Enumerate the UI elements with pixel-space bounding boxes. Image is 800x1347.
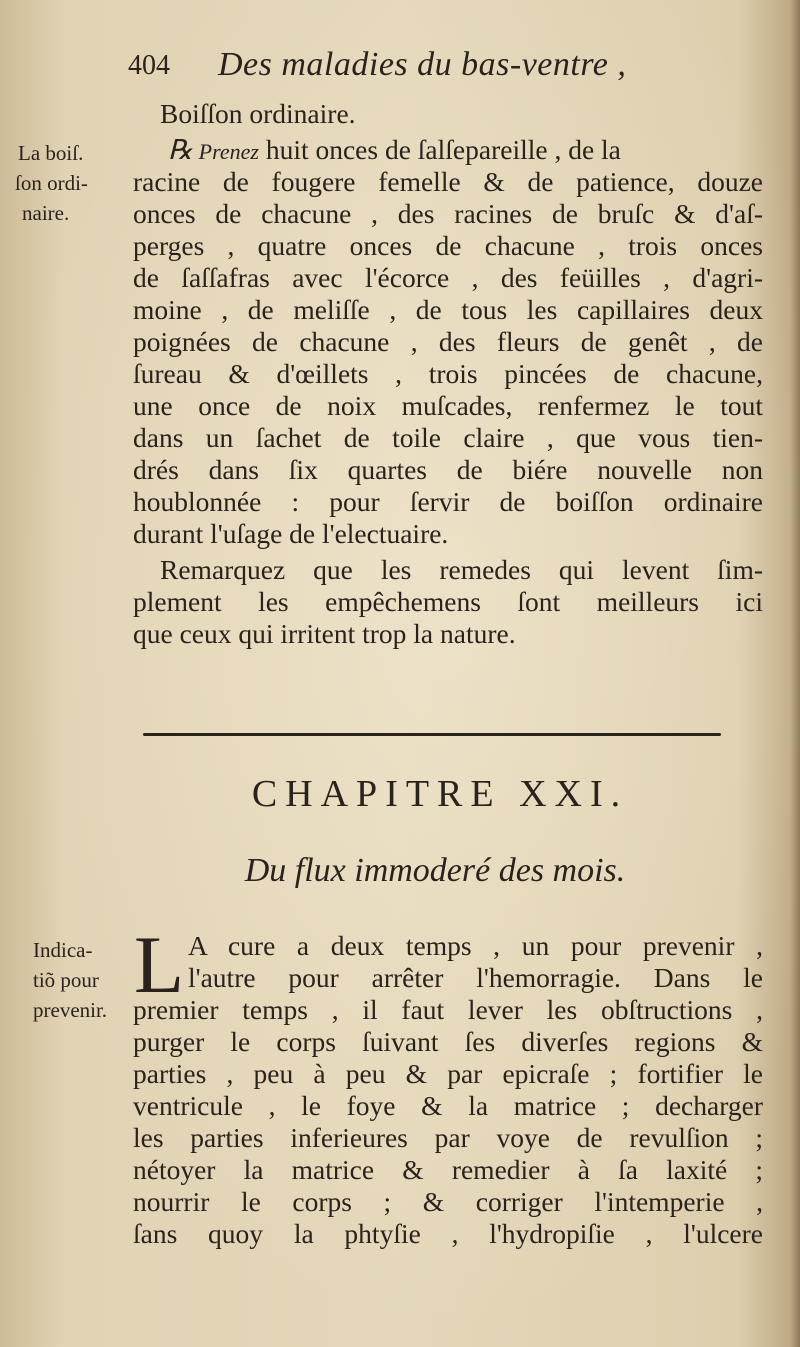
margin-note-line: naire. [22,201,70,225]
section-divider [143,733,721,736]
body-line: l'autre pour arrêter l'hemorragie. Dans le [188,962,763,993]
recipe-keyword: Prenez [198,139,259,164]
margin-note-line: prevenir. [33,998,108,1022]
recipe-line: ſureau & d'œillets , trois pincées de chacune, [133,358,763,389]
body-line: ſans quoy la phtyſie , l'hydropiſie , l'ulcere [133,1218,763,1249]
body-line: A cure a deux temps , un pour prevenir , [188,930,763,961]
remark-line: Remarquez que les remedes qui levent ſim- [160,554,763,585]
margin-note-line: Indica- [33,938,93,962]
body-line: ventricule , le foye & la matrice ; decharger [133,1090,763,1121]
recipe-line: huit onces de ſalſepareille , de la [265,134,621,165]
recipe-line: poignées de chacune , des fleurs de genêt , de [133,326,763,357]
page-edge-shadow [790,0,800,1347]
margin-note-line: ſon ordi- [15,171,88,195]
body-line: purger le corps ſuivant ſes diverſes regions & [133,1026,763,1057]
body-line: les parties inferieures par voye de revulſion ; [133,1122,763,1153]
recipe-line: racine de fougere femelle & de patience, douze [133,166,763,197]
body-line: nétoyer la matrice & remedier à ſa laxité ; [133,1154,763,1185]
recipe-symbol: ℞ [168,134,193,165]
body-line: nourrir le corps ; & corriger l'intemperie , [133,1186,763,1217]
recipe-line: de ſaſſafras avec l'écorce , des feüilles , d'agri- [133,262,763,293]
remark-line: plement les empêchemens ſont meilleurs ici [133,586,763,617]
recipe-line: durant l'uſage de l'electuaire. [133,518,449,549]
body-line: premier temps , il faut lever les obſtructions , [133,994,763,1025]
recipe-line: onces de chacune , des racines de bruſc & d'aſ- [133,198,763,229]
chapter-title: CHAPITRE XXI. [251,773,629,815]
recipe-line: moine , de meliſſe , de tous les capillaires deux [133,294,763,325]
recipe-first-line [168,136,763,164]
recipe-line: perges , quatre onces de chacune , trois onces [133,230,763,261]
page-header [128,46,668,96]
remark-line: que ceux qui irritent trop la nature. [133,618,516,649]
body-line: parties , peu à peu & par epicraſe ; fortifier le [133,1058,763,1089]
recipe-line: houblonnée : pour ſervir de boiſſon ordinaire [133,486,763,517]
margin-note-line: La boiſ. [18,141,84,165]
recipe-line: dans un ſachet de toile claire , que vous tien- [133,422,763,453]
recipe-line: drés dans ſix quartes de biére nouvelle non [133,454,763,485]
margin-note-line: tiõ pour [33,968,99,992]
recipe-line: une once de noix muſcades, renfermez le tout [133,390,763,421]
chapter-subtitle: Du flux immoderé des mois. [244,852,626,889]
section-title: Boiſſon ordinaire. [160,98,356,129]
running-title: Des maladies du bas-ventre , [218,46,627,83]
drop-cap: L [134,919,185,1010]
page-number: 404 [128,50,170,81]
